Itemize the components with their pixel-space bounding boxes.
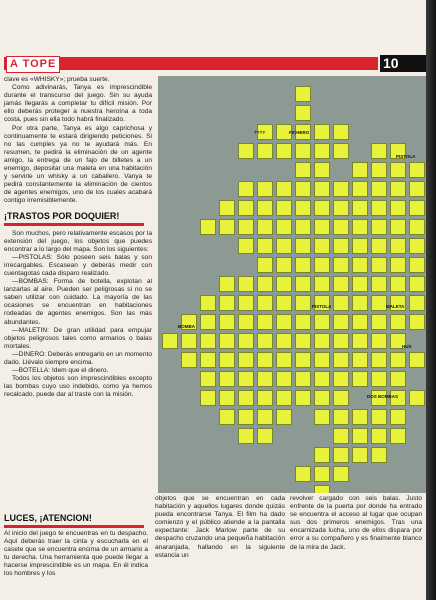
map-room xyxy=(409,314,425,330)
map-label: ???? xyxy=(254,130,265,135)
map-room xyxy=(390,219,406,235)
map-room xyxy=(390,409,406,425)
map-room xyxy=(181,352,197,368)
body-paragraph: Son muchos, pero relativamente escasos por la extensión del juego, los objetos que puedes encontrar a lo largo del mapa. Son los siguientes: xyxy=(4,229,152,253)
map-room xyxy=(352,295,368,311)
map-room xyxy=(238,333,254,349)
map-room xyxy=(371,257,387,273)
map-room xyxy=(371,219,387,235)
map-room xyxy=(333,371,349,387)
map-room xyxy=(219,352,235,368)
map-room xyxy=(314,124,330,140)
map-room xyxy=(352,371,368,387)
map-room xyxy=(200,295,216,311)
map-room xyxy=(200,219,216,235)
left-column xyxy=(4,76,152,496)
map-room xyxy=(333,124,349,140)
map-room xyxy=(276,238,292,254)
map-room xyxy=(219,276,235,292)
map-room xyxy=(390,371,406,387)
map-room xyxy=(295,219,311,235)
map-room xyxy=(181,333,197,349)
map-room xyxy=(371,409,387,425)
map-room xyxy=(314,485,330,493)
map-room xyxy=(276,219,292,235)
map-room xyxy=(352,257,368,273)
body-paragraph: Al inicio del juego te encuentras en tu despacho. Aquí deberás traer la cinta y escucharla en el casete que se encuentra encima de un armario a tu derecha. Una herramienta que puede llegar a hacerse imprescindible es un mapa. En él indica los hombres y los xyxy=(4,530,148,578)
map-room xyxy=(409,162,425,178)
map-room xyxy=(314,219,330,235)
map-room xyxy=(352,238,368,254)
map-room xyxy=(333,257,349,273)
section-title-trastos: ¡TRASTOS POR DOQUIER! xyxy=(4,210,120,221)
map-room xyxy=(409,257,425,273)
map-room xyxy=(409,200,425,216)
map-room xyxy=(333,143,349,159)
map-room xyxy=(314,352,330,368)
map-room xyxy=(257,257,273,273)
map-room xyxy=(276,371,292,387)
map-room xyxy=(352,276,368,292)
body-paragraph: —DINERO: Deberás entregarlo en un momento dado. Llévalo siempre encima. xyxy=(4,350,152,366)
map-room xyxy=(352,200,368,216)
map-room xyxy=(257,276,273,292)
map-room xyxy=(390,352,406,368)
map-room xyxy=(238,219,254,235)
map-room xyxy=(257,143,273,159)
map-room xyxy=(295,238,311,254)
map-room xyxy=(333,466,349,482)
map-room xyxy=(295,257,311,273)
section-title-luces: LUCES, ¡ATENCION! xyxy=(4,513,92,523)
section-rule xyxy=(4,525,144,528)
map-room xyxy=(276,181,292,197)
map-room xyxy=(314,162,330,178)
map-room xyxy=(371,352,387,368)
map-room xyxy=(295,200,311,216)
map-room xyxy=(352,314,368,330)
intro-paragraph: clave es «WHISKY»; prueba suerte. xyxy=(4,76,110,83)
map-room xyxy=(333,200,349,216)
map-room xyxy=(314,200,330,216)
map-room xyxy=(238,390,254,406)
body-paragraph: —PISTOLAS: Sólo poseen seis balas y son irrecargables. Escasean y deberás medir con cuentagotas cada disparo realizado. xyxy=(4,253,152,277)
map-room xyxy=(257,295,273,311)
map-room xyxy=(371,447,387,463)
intro-paragraph: Por otra parte, Tanya es algo caprichosa y continuamente te estará dirigiendo peticiones. Si no las cumples ya no te ayudará más. En resumen, te pedirá la eliminación de un agente amigo, la entrega de un fajo de billetes a un enemigo, depositar una maleta en una habitación y servirle un whisky a un caballero. Vanya te pedirá constantemente la eliminación de cientos de agentes enemigos, uno de los cuales acabará contigo irremisiblemente. xyxy=(4,124,152,205)
map-room xyxy=(390,200,406,216)
map-room xyxy=(352,181,368,197)
bottom-column-left xyxy=(4,530,148,600)
map-room xyxy=(257,352,273,368)
map-room xyxy=(276,390,292,406)
map-room xyxy=(276,143,292,159)
body-paragraph: —BOMBAS: Forma de botella, explotan al lanzarlas al aire. Pueden ser peligrosas si no se saben utilizar con cuidado. La mayoría de las ocasiones se encuentran en habitaciones rodeadas de agentes enemigos. Son las más abundantes. xyxy=(4,278,152,326)
map-room xyxy=(352,352,368,368)
map-room xyxy=(276,314,292,330)
map-room xyxy=(371,371,387,387)
map-room xyxy=(333,409,349,425)
map-room xyxy=(276,409,292,425)
map-room xyxy=(238,409,254,425)
map-room xyxy=(295,390,311,406)
section-rule xyxy=(4,223,144,226)
bottom-column-middle xyxy=(155,495,285,600)
map-room xyxy=(162,333,178,349)
map-room xyxy=(333,333,349,349)
map-room xyxy=(295,143,311,159)
map-room xyxy=(257,238,273,254)
map-room xyxy=(238,352,254,368)
map-room xyxy=(333,219,349,235)
map-room xyxy=(200,390,216,406)
map-room xyxy=(238,238,254,254)
map-room xyxy=(409,219,425,235)
map-room xyxy=(295,466,311,482)
map-room xyxy=(314,314,330,330)
map-room xyxy=(390,257,406,273)
map-room xyxy=(409,181,425,197)
map-room xyxy=(238,371,254,387)
map-room xyxy=(333,276,349,292)
map-room xyxy=(295,181,311,197)
map-room xyxy=(257,181,273,197)
map-room xyxy=(371,162,387,178)
map-room xyxy=(333,181,349,197)
map-label: FICHERO xyxy=(289,130,310,135)
map-room xyxy=(276,352,292,368)
map-room xyxy=(314,333,330,349)
body-paragraph: —MALETIN: De gran utilidad para empujar objetos peligrosos tales como armarios o balas mortales. xyxy=(4,326,152,350)
map-room xyxy=(295,162,311,178)
map-room xyxy=(352,219,368,235)
map-room xyxy=(276,200,292,216)
map-room xyxy=(314,466,330,482)
map-room xyxy=(295,352,311,368)
map-room xyxy=(295,295,311,311)
map-room xyxy=(371,276,387,292)
map-room xyxy=(257,390,273,406)
body-paragraph: Todos los objetos son imprescindibles excepto las bombas cuyo uso indebido, como ya hemos recalcado, puede dar al traste con la misión. xyxy=(4,375,152,399)
map-room xyxy=(409,276,425,292)
map-room xyxy=(390,276,406,292)
map-room xyxy=(314,181,330,197)
map-room xyxy=(276,257,292,273)
map-room xyxy=(238,295,254,311)
map-room xyxy=(314,409,330,425)
page-gutter xyxy=(426,0,436,600)
map-room xyxy=(257,428,273,444)
body-paragraph: —BOTELLA: Idem que el dinero. xyxy=(12,367,109,375)
map-room xyxy=(314,238,330,254)
map-room xyxy=(200,333,216,349)
map-room xyxy=(238,276,254,292)
map-room xyxy=(352,333,368,349)
map-room xyxy=(352,447,368,463)
map-room xyxy=(200,352,216,368)
page-number: 10 xyxy=(380,55,426,72)
map-room xyxy=(409,352,425,368)
map-room xyxy=(276,295,292,311)
body-paragraph: revolver cargado con seis balas. Justo enfrente de la puerta por donde ha entrado se encuentra el acceso al lugar que ocupan sus dos primeros enemigos. Tras una encarnizada lucha, uno de ellos dispara por error a su compañero y es finalmente blanco de la mira de Jack. xyxy=(290,495,422,551)
map-label: MALETA xyxy=(386,304,405,309)
map-room xyxy=(219,295,235,311)
map-room xyxy=(314,143,330,159)
map-room xyxy=(390,428,406,444)
map-room xyxy=(276,333,292,349)
map-room xyxy=(314,447,330,463)
map-room xyxy=(333,314,349,330)
map-room xyxy=(390,238,406,254)
map-room xyxy=(371,333,387,349)
map-label: PISTOLA xyxy=(396,154,416,159)
map-room xyxy=(238,181,254,197)
map-room xyxy=(333,295,349,311)
map-label: BOMBA xyxy=(178,324,195,329)
game-map xyxy=(158,76,426,493)
map-room xyxy=(390,162,406,178)
map-room xyxy=(371,295,387,311)
map-room xyxy=(200,371,216,387)
map-room xyxy=(295,333,311,349)
map-room xyxy=(219,333,235,349)
map-room xyxy=(314,390,330,406)
map-room xyxy=(257,314,273,330)
map-room xyxy=(238,200,254,216)
map-room xyxy=(352,162,368,178)
map-room xyxy=(200,314,216,330)
map-room xyxy=(314,276,330,292)
map-room xyxy=(333,352,349,368)
map-room xyxy=(390,314,406,330)
map-room xyxy=(257,200,273,216)
map-room xyxy=(333,428,349,444)
map-room xyxy=(371,200,387,216)
map-room xyxy=(219,314,235,330)
map-room xyxy=(390,181,406,197)
map-room xyxy=(409,390,425,406)
map-room xyxy=(238,428,254,444)
map-room xyxy=(219,409,235,425)
map-room xyxy=(409,238,425,254)
map-room xyxy=(219,200,235,216)
map-room xyxy=(371,238,387,254)
map-label: PISTOLA xyxy=(312,304,332,309)
map-room xyxy=(371,314,387,330)
map-room xyxy=(295,276,311,292)
map-room xyxy=(352,428,368,444)
map-room xyxy=(257,333,273,349)
map-room xyxy=(314,371,330,387)
intro-paragraph: Como adivinarás, Tanya es imprescindible durante el transcurso del juego. Sin su ayuda jamás llegarás a completar tu difícil misión. Por ello deberás proteger a nuestra heroína a toda costa, pues sin ella todo habrá finalizado. xyxy=(4,84,152,124)
map-room xyxy=(276,276,292,292)
map-room xyxy=(295,105,311,121)
section-logo: A TOPE xyxy=(6,56,60,73)
body-paragraph: objetos que se encuentran en cada habitación y aquellos lugares donde quizás pueda encontrarse Tanya. El film ha dado comienzo y el público atiende a la pantalla expectante: Jack Marlow parte de su despacho cruzando una pequeña habitación anaranjada, hallando en la siguiente estancia un xyxy=(155,495,285,559)
map-room xyxy=(257,219,273,235)
map-room xyxy=(238,314,254,330)
map-room xyxy=(333,238,349,254)
map-room xyxy=(371,428,387,444)
map-room xyxy=(219,390,235,406)
map-room xyxy=(257,371,273,387)
map-room xyxy=(219,219,235,235)
map-room xyxy=(238,143,254,159)
map-room xyxy=(333,447,349,463)
map-room xyxy=(295,86,311,102)
map-room xyxy=(352,409,368,425)
map-label: DOS BOMBAS xyxy=(367,394,399,399)
map-room xyxy=(333,390,349,406)
map-room xyxy=(219,371,235,387)
map-label: HUS xyxy=(402,344,412,349)
map-room xyxy=(314,257,330,273)
map-room xyxy=(409,295,425,311)
map-room xyxy=(295,314,311,330)
map-room xyxy=(257,409,273,425)
map-room xyxy=(371,181,387,197)
map-room xyxy=(295,371,311,387)
map-room xyxy=(371,143,387,159)
bottom-column-right xyxy=(290,495,422,600)
